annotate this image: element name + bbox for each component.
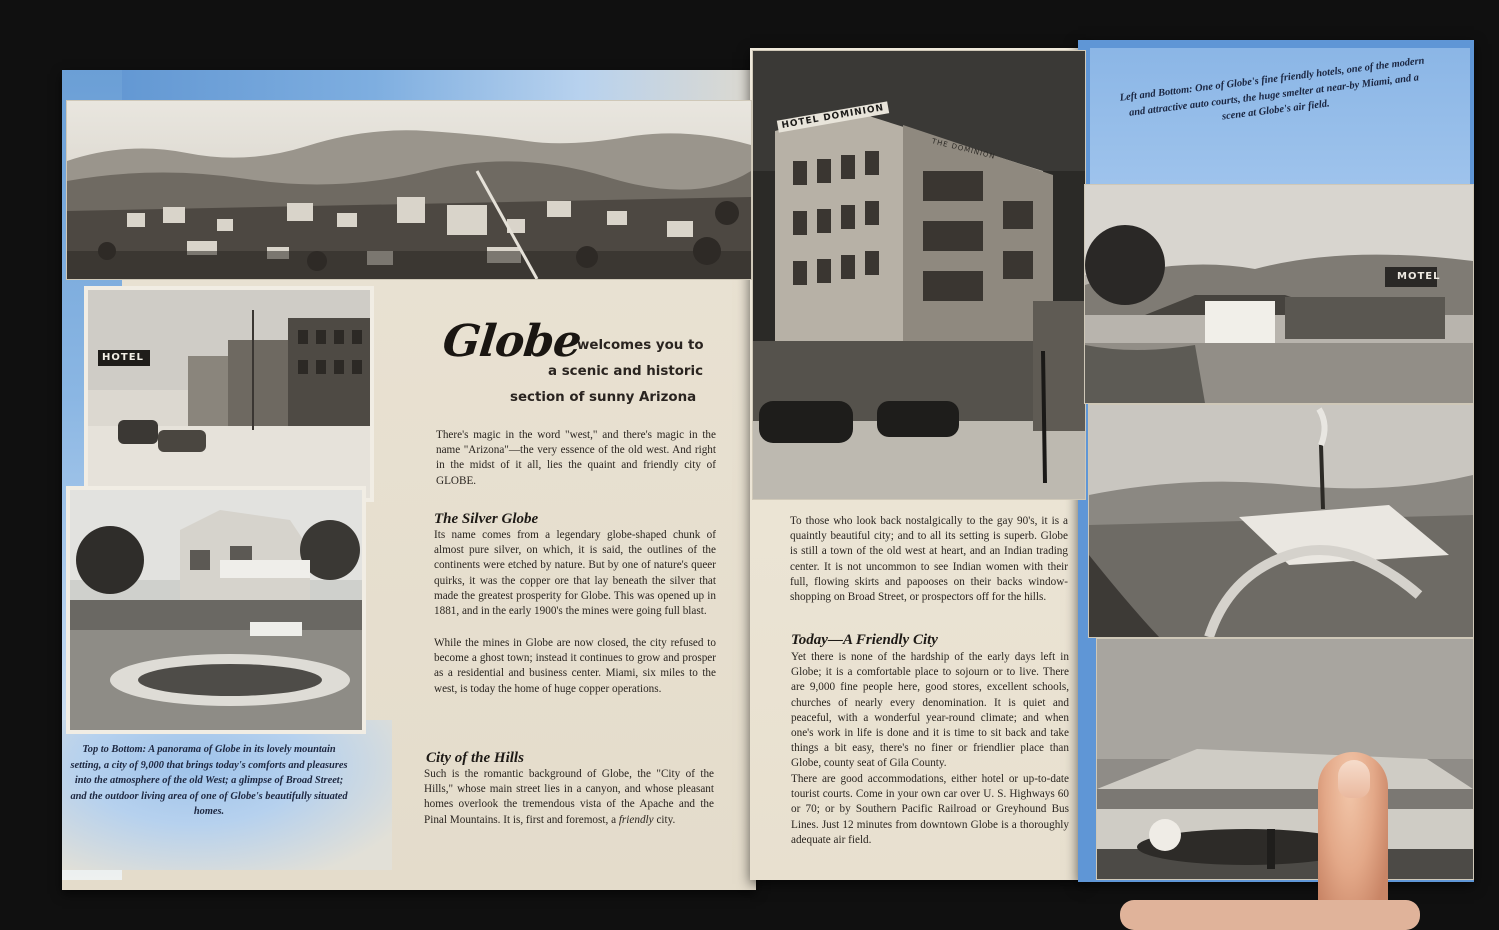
hotel-sign-text: HOTEL [102,352,144,363]
city-of-hills-heading: City of the Hills [426,750,524,766]
smelter-photo [1088,404,1474,638]
globe-logo: Globe [440,316,584,367]
hotel-dominion-photo [752,50,1086,500]
left-photo-caption: Top to Bottom: A panorama of Globe in its lovely mountain setting, a city of 9,000 that brings today's comforts and pleasures into the atmosphere of the old West; a glimpse of Broad Street; and the outdoor living area of one of Globe's beautifully situated homes. [70,744,348,818]
holding-fingers-bottom [1120,900,1420,930]
panorama-photo [66,100,752,280]
motel-photo [1084,184,1474,404]
friendly-city-paragraph-2: There are good accommodations, either hotel or up-to-date tourist courts. Come in your own car over U. S. Highways 60 or 70; or by Southern Pacific Railroad or Greyhound Bus Lines. Just 12 minutes from downtown Globe is a thoroughly adequate air field. [791,773,1069,846]
headline-line-1: welcomes you to [577,338,704,353]
airfield-photo [1096,638,1474,880]
right-photo-caption: Left and Bottom: One of Globe's fine friendly hotels, one of the modern and attractive auto courts, the huge smelter at near-by Miami, and a scene at Globe's air field. [1119,55,1425,123]
dominion-facade-text: THE DOMINION [931,137,997,161]
garden-home-photo [66,486,366,734]
city-of-hills-paragraph: Such is the romantic background of Globe, the "City of the Hills," whose main street lies in a canyon, and whose pleasant homes overlook the tremendous vista of the Apache and the Pinal Mountains. It is, first and foremost, a friendly city. [424,768,714,826]
silver-globe-heading: The Silver Globe [434,511,539,527]
motel-sign-text: MOTEL [1397,271,1441,282]
fingernail [1338,760,1370,798]
broad-street-photo [84,286,374,502]
hotel-dominion-sign: HOTEL DOMINION [777,101,889,132]
intro-paragraph: There's magic in the word "west," and there's magic in the name "Arizona"—the very essence of the old west. And right in the midst of it all, lies the quaint and friendly city of GLOBE. [436,429,716,487]
silver-globe-paragraph-2: While the mines in Globe are now closed, the city refused to become a ghost town; instead it continues to grow and prosper as a residential and business center. Miami, six miles to the west, is today the home of huge copper operations. [434,637,716,695]
gay-nineties-paragraph: To those who look back nostalgically to the gay 90's, it is a quaintly beautiful city; and to all its setting is superb. Globe is still a town of the old west at heart, and an Indian trading center. It is not uncommon to see Indian women with their full, flowing skirts and papooses on their backs window-shopping on Broad Street, or prospectors off for the hills. [790,515,1068,604]
friendly-city-paragraph-1: Yet there is none of the hardship of the early days left in Globe; it is a comfortable place to sojourn or to live. There are 9,000 fine people here, good stores, excellent schools, churches of nearly every denomination. It is quiet and peaceful, with a wonderful year-round climate; and when one's work in life is done and it is time to sit back and take things a bit easy, there's no finer or friendlier place than Globe, county seat of Gila County. [791,651,1069,770]
headline-line-3: section of sunny Arizona [510,390,697,405]
left-page-blue-band [62,70,756,104]
headline-line-2: a scenic and historic [548,364,704,379]
silver-globe-paragraph-1: Its name comes from a legendary globe-shaped chunk of almost pure silver, on which, it is said, the outlines of the continents were etched by nature. But by one of nature's queer quirks, it was the copper ore that lay beneath the silver that made the greatest prosperity for Globe. This was opened up in 1881, and in the early 1900's the mines were going full blast. [434,529,716,618]
friendly-city-heading: Today—A Friendly City [791,632,938,648]
